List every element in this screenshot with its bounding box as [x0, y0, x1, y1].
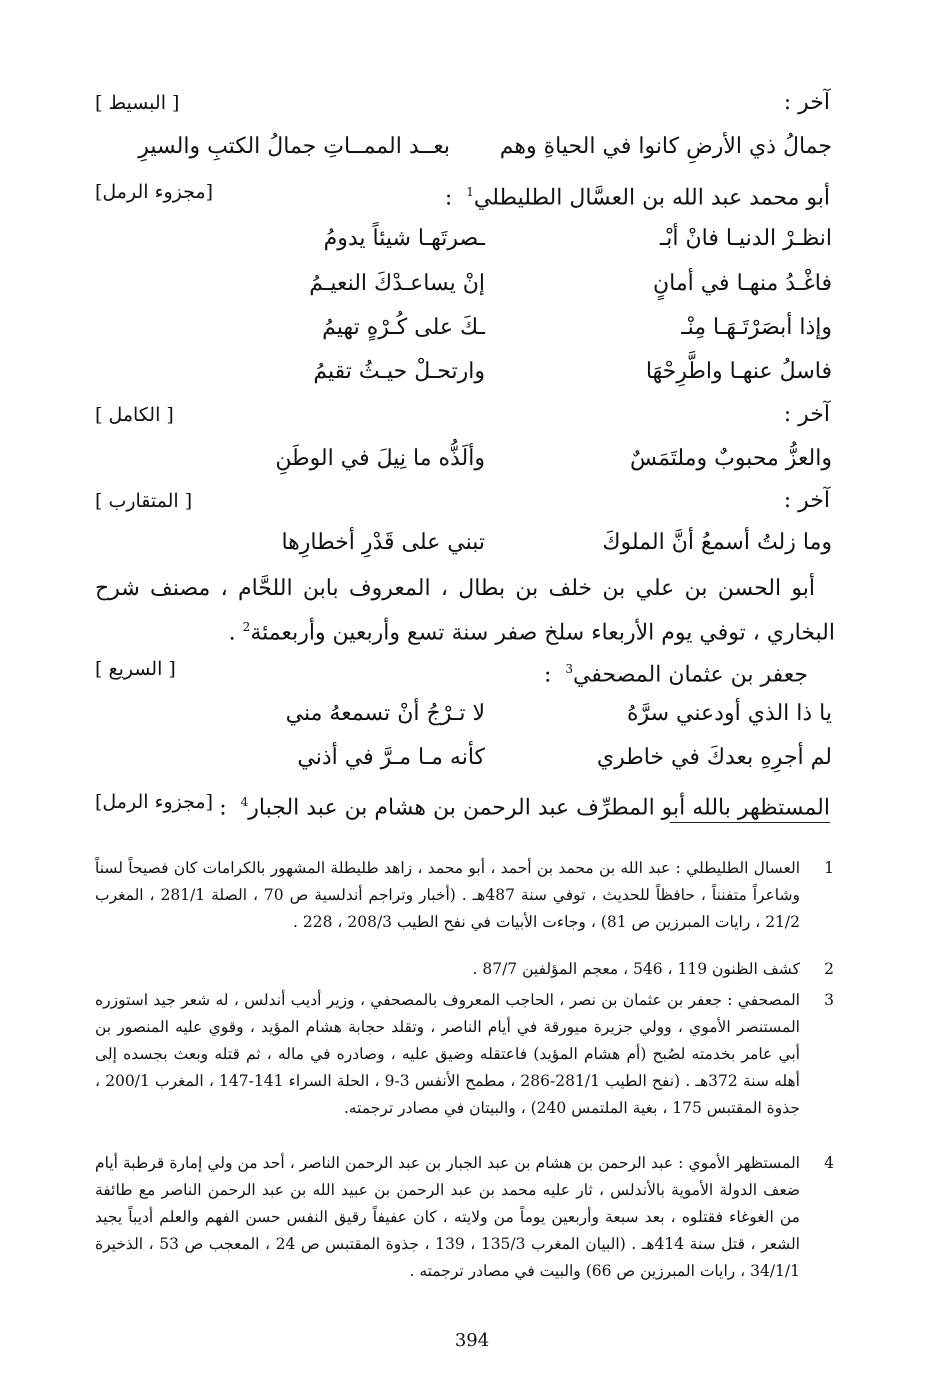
entry-heading: آخر : [783, 402, 830, 427]
meter-label: [مجزوء الرمل] [95, 181, 214, 203]
poet-name: أبو محمد عبد الله بن العسَّال الطليطلي [473, 185, 830, 211]
poet-name: جعفر بن عثمان المصحفي [573, 662, 808, 688]
verse-hemistich-second: وارتحـلْ حيـثُ تقيمُ [313, 359, 485, 384]
page-number: 394 [454, 1330, 490, 1351]
colon: : [219, 795, 227, 821]
colon: : [444, 185, 453, 211]
colon: : [543, 662, 552, 688]
footnote-marker: 3 [565, 662, 574, 676]
footnote-text: كشف الظنون 119 ، 546 ، معجم المؤلفين 87/7 . [472, 960, 800, 978]
paragraph-text: أبو الحسن بن علي بن خلف بن بطال ، المعروف بابن اللحَّام ، مصنف شرح البخاري ، توفي يوم الأربعاء سلخ صفر سنة تسع وأربعين وأربعمئة [95, 576, 835, 646]
footnote-number: 4 [824, 1154, 834, 1172]
footnote-marker: 2 [242, 620, 251, 634]
verse-hemistich-first: وما زلتُ أسمعُ أنَّ الملوكَ [602, 530, 832, 555]
footnote-text: المصحفي : جعفر بن عثمان بن نصر ، الحاجب المعروف بالمصحفي ، وزير أديب أندلس ، له شعر جيد استوزره المستنصر الأموي ، وولي جزيرة ميورقة في أيام الناصر ، وتقلد حجابة هشام المؤيد ، وقوي عليه المنصور بن أبي عامر بخدمته لصُبح (أم هشام المؤيد) فاعتقله وضيق عليه ، وصادره في ماله ، ثم قتله وبعث بجسده إلى أهله سنة 372هـ . (نفح الطيب 281/1-286 ، مطمح الأنفس 3-9 ، الحلة السراء 141-147 ، المغرب 200/1 ، جذوة المقتبس 175 ، بغية الملتمس 240) ، والبيتان في مصادر ترجمته. [95, 991, 800, 1117]
verse-hemistich-second: بعــد الممــاتِ جمالُ الكتبِ والسيرِ [138, 134, 450, 159]
verse-hemistich-first: والعزُّ محبوبٌ وملتَمَسٌ [630, 446, 832, 471]
footnote-marker: 1 [466, 185, 474, 199]
footnote-marker: 4 [240, 795, 249, 809]
footnote-number: 3 [824, 991, 834, 1009]
entry-heading [95, 652, 830, 692]
verse-hemistich-first: فاغْـدُ منهـا في أمانٍ [652, 271, 832, 296]
meter-label: [ البسيط ] [95, 92, 180, 114]
verse-hemistich-first: فاسلُ عنهـا واطَّرِحْهَا [645, 359, 832, 384]
verse-hemistich-second: ـصرتَهـا شيئاً يدومُ [323, 226, 485, 251]
footnote-text: المستظهر الأموي : عبد الرحمن بن هشام بن عبد الجبار بن عبد الرحمن الناصر ، أحد من ولي إمارة قرطبة أيام ضعف الدولة الأموية بالأندلس ، ثار عليه محمد بن عبد الرحمن بن عبيد الله بن عبد الرحمن الناصر مع طائفة من الغوغاء فقتلوه ، بعد سبعة وأربعين يوماً من ولايته ، كان عفيفاً رقيق النفس حسن الفهم والعلم أديباً يجيد الشعر ، قتل سنة 414هـ . (البيان المغرب 135/3 ، 139 ، جذوة المقتبس ص 24 ، المعجب ص 53 ، الذخيرة 34/1/1 ، رايات المبرزين ص 66) والبيت في مصادر ترجمته . [95, 1154, 800, 1280]
paragraph-end: . [228, 620, 243, 646]
verse-hemistich-first: يا ذا الذي أودعني سرَّهُ [626, 701, 832, 726]
verse-hemistich-first: وإذا أبصَرْتَـهَـا مِنْـ [681, 315, 832, 340]
verse-hemistich-second: كأنه مـا مـرَّ في أذني [297, 745, 485, 770]
footnote-rule [670, 822, 830, 823]
entry-heading: آخر : [783, 90, 830, 115]
verse-hemistich-first: انظـرْ الدنيـا فانْ أبْـ [659, 226, 832, 251]
verse-hemistich-second: تبني على قَدْرِ أخطارِها [281, 530, 485, 555]
meter-label: [ المتقارب ] [95, 490, 193, 512]
meter-label: [ الكامل ] [95, 404, 174, 426]
verse-hemistich-first: جمالُ ذي الأرضِ كانوا في الحياةِ وهم [499, 134, 832, 159]
verse-hemistich-second: لا تـرْجُ أنْ تسمعهُ مني [285, 701, 485, 726]
entry-heading: آخر : [783, 488, 830, 513]
poet-name: المستظهر بالله أبو المطرِّف عبد الرحمن بن هشام بن عبد الجبار [248, 795, 830, 821]
verse-hemistich-second: ـكَ على كُـرْهٍ تهيمُ [322, 315, 485, 340]
footnote-number: 2 [824, 960, 834, 978]
verse-hemistich-second: إنْ يساعـدْكَ النعيـمُ [309, 271, 485, 296]
prose-paragraph [95, 570, 835, 652]
verse-hemistich-second: وألَذُّه ما نِيلَ في الوطَنِ [275, 446, 485, 471]
verse-hemistich-first: لم أجرِهِ بعدكَ في خاطري [596, 745, 832, 770]
meter-label: [ السريع ] [95, 658, 176, 680]
footnote-number: 1 [824, 859, 834, 877]
meter-label: [مجزوء الرمل] [95, 791, 214, 813]
footnote-text: العسال الطليطلي : عبد الله بن محمد بن أحمد ، أبو محمد ، زاهد طليطلة المشهور بالكرامات كان فصيحاً لسناً وشاعراً متفنناً ، حافظاً للحديث ، توفي سنة 487هـ . (أخبار وتراجم أندلسية ص 70 ، الصلة 281/1 ، المغرب 21/2 ، رايات المبرزين ص 81) ، وجاءت الأبيات في نفح الطيب 208/3 ، 228 . [95, 859, 800, 931]
